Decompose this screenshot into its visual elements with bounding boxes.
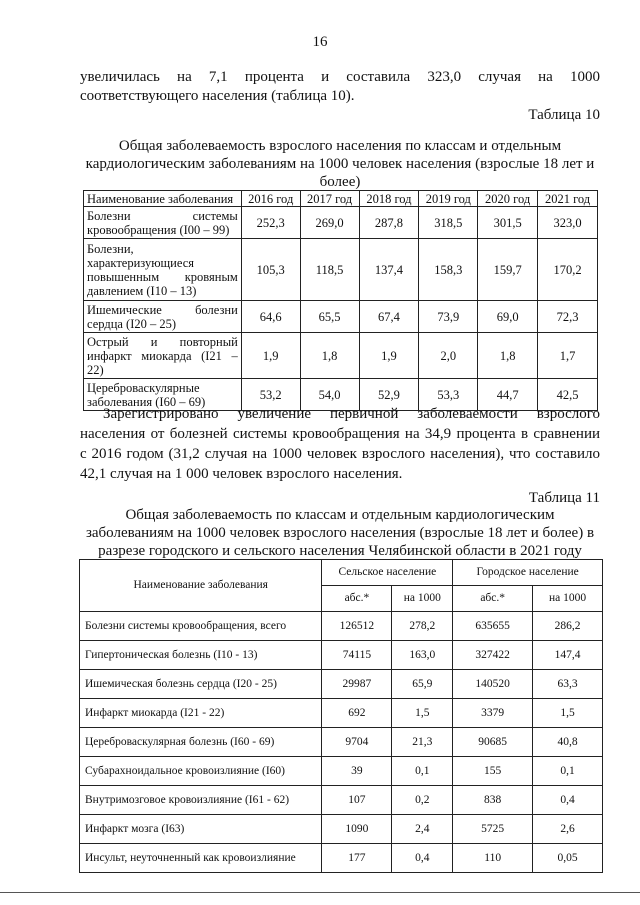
table11-cell: 1090 [322,815,392,844]
table11-cell: 90685 [453,728,533,757]
table11-cell: 0,05 [533,844,603,873]
table11-cell: 5725 [453,815,533,844]
table11-cell: 278,2 [392,612,453,641]
table11-row-name: Гипертоническая болезнь (I10 - 13) [80,641,322,670]
table10-cell: 252,3 [241,207,300,239]
table10-cell: 137,4 [359,239,419,301]
table10-row-name: Острый и повторный инфаркт миокарда (I21 – 22) [84,333,242,379]
table11-cell: 3379 [453,699,533,728]
table11-cell: 40,8 [533,728,603,757]
table11-cell: 0,4 [392,844,453,873]
table10-cell: 287,8 [359,207,419,239]
para2-line-3: с 2016 годом (31,2 случая на 1000 человек взрослого населения), что составило [80,446,600,462]
table11-cell: 0,4 [533,786,603,815]
intro-line-1: увеличилась на 7,1 процента и составила 323,0 случая на 1000 [80,69,600,85]
table-row [80,670,603,699]
table10-cell: 72,3 [538,301,598,333]
table-row [80,757,603,786]
table11-header-row [80,560,603,586]
table10-cell: 159,7 [478,239,538,301]
table11-cell: 0,1 [392,757,453,786]
table11-header-name: Наименование заболевания [80,560,322,612]
table10-row-name: Болезни системы кровообращения (I00 – 99) [84,207,242,239]
table10-row-name: Болезни, характеризующиеся повышенным кровяным давлением (I10 – 13) [84,239,242,301]
table10-cell: 118,5 [300,239,359,301]
table11-cell: 0,2 [392,786,453,815]
table10-cell: 69,0 [478,301,538,333]
table10-header-2021: 2021 год [538,191,598,207]
table10-cell: 1,8 [300,333,359,379]
table-row [84,207,598,239]
table10-caption-line-1: Общая заболеваемость взрослого населения по классам и отдельным [118,138,562,154]
table10-cell: 318,5 [419,207,478,239]
table11-label: Таблица 11 [528,490,600,506]
table-row [80,844,603,873]
table11-cell: 163,0 [392,641,453,670]
table11-cell: 63,3 [533,670,603,699]
table-row [80,699,603,728]
table10-cell: 67,4 [359,301,419,333]
table-row [80,728,603,757]
table11-cell: 0,1 [533,757,603,786]
table11-cell: 126512 [322,612,392,641]
table11-row-name: Инфаркт мозга (I63) [80,815,322,844]
table11-cell: 21,3 [392,728,453,757]
table10-header-row [84,191,598,207]
table10-caption-line-2: кардиологическим заболеваниям на 1000 человек населения (взрослые 18 лет и [85,156,595,172]
table11-header-urban: Городское население [453,560,603,586]
table-10 [83,190,598,411]
table11-cell: 74115 [322,641,392,670]
table11-caption [80,506,600,560]
table-row [80,815,603,844]
para2-line-4: 42,1 случая на 1 000 человек взрослого населения. [80,466,403,482]
table-row [84,333,598,379]
page-number: 16 [312,34,328,50]
table11-cell: 39 [322,757,392,786]
table10-cell: 73,9 [419,301,478,333]
table10-cell: 42,5 [538,379,598,411]
table10-label: Таблица 10 [528,107,600,123]
table10-header-2018: 2018 год [359,191,419,207]
table11-caption-line-3: разрезе городского и сельского населения Челябинской области в 2021 году [98,543,582,559]
table10-header-2019: 2019 год [419,191,478,207]
table11-cell: 147,4 [533,641,603,670]
table11-cell: 140520 [453,670,533,699]
table10-cell: 54,0 [300,379,359,411]
table11-cell: 1,5 [533,699,603,728]
table11-cell: 692 [322,699,392,728]
table11-cell: 177 [322,844,392,873]
intro-line-2: соответствующего населения (таблица 10). [80,88,355,104]
table11-caption-line-2: заболеваниям на 1000 человек взрослого населения (взрослые 18 лет и более) в [85,525,595,541]
table11-cell: 65,9 [392,670,453,699]
table10-cell: 52,9 [359,379,419,411]
table10-caption [80,137,600,191]
table10-cell: 269,0 [300,207,359,239]
table10-cell: 65,5 [300,301,359,333]
table-row [80,786,603,815]
table-11 [79,559,603,873]
table10-header-2016: 2016 год [241,191,300,207]
table10-cell: 301,5 [478,207,538,239]
table10-cell: 323,0 [538,207,598,239]
table11-row-name: Инфаркт миокарда (I21 - 22) [80,699,322,728]
table11-row-name: Субарахноидальное кровоизлияние (I60) [80,757,322,786]
table11-cell: 9704 [322,728,392,757]
table11-sub-rural-abs: абс.* [322,586,392,612]
table-row [84,301,598,333]
table10-cell: 1,7 [538,333,598,379]
table11-row-name: Внутримозговое кровоизлияние (I61 - 62) [80,786,322,815]
table10-cell: 105,3 [241,239,300,301]
table10-caption-line-3: более) [319,174,361,190]
table10-cell: 1,8 [478,333,538,379]
table10-header-2017: 2017 год [300,191,359,207]
para2-line-2: населения от болезней системы кровообращения на 34,9 процента в сравнении [80,426,600,442]
table10-cell: 158,3 [419,239,478,301]
table10-cell: 53,2 [241,379,300,411]
table10-cell: 1,9 [359,333,419,379]
table11-row-name: Ишемическая болезнь сердца (I20 - 25) [80,670,322,699]
table11-sub-urban-abs: абс.* [453,586,533,612]
table10-cell: 170,2 [538,239,598,301]
table11-cell: 2,6 [533,815,603,844]
table-row [80,641,603,670]
table-row [80,612,603,641]
table11-header-rural: Сельское население [322,560,453,586]
table11-cell: 107 [322,786,392,815]
table11-cell: 29987 [322,670,392,699]
table11-cell: 327422 [453,641,533,670]
table10-cell: 53,3 [419,379,478,411]
table10-header-2020: 2020 год [478,191,538,207]
table11-cell: 286,2 [533,612,603,641]
table11-sub-rural-per1000: на 1000 [392,586,453,612]
table11-sub-urban-per1000: на 1000 [533,586,603,612]
table11-cell: 110 [453,844,533,873]
table11-row-name: Цереброваскулярная болезнь (I60 - 69) [80,728,322,757]
table11-cell: 155 [453,757,533,786]
table11-cell: 2,4 [392,815,453,844]
table11-caption-line-1: Общая заболеваемость по классам и отдельным кардиологическим [125,507,555,523]
para2-line-1: Зарегистрировано увеличение первичной заболеваемости взрослого [103,406,600,422]
table11-cell: 1,5 [392,699,453,728]
table11-row-name: Болезни системы кровообращения, всего [80,612,322,641]
table10-cell: 64,6 [241,301,300,333]
table11-row-name: Инсульт, неуточненный как кровоизлияние [80,844,322,873]
table11-cell: 635655 [453,612,533,641]
table10-header-name: Наименование заболевания [84,191,242,207]
table-row [84,239,598,301]
table10-cell: 44,7 [478,379,538,411]
table10-row-name: Ишемические болезни сердца (I20 – 25) [84,301,242,333]
table10-cell: 2,0 [419,333,478,379]
page-bottom-rule [0,892,640,893]
table10-row-name: Цереброваскулярные заболевания (I60 – 69) [84,379,242,411]
table11-cell: 838 [453,786,533,815]
table10-cell: 1,9 [241,333,300,379]
